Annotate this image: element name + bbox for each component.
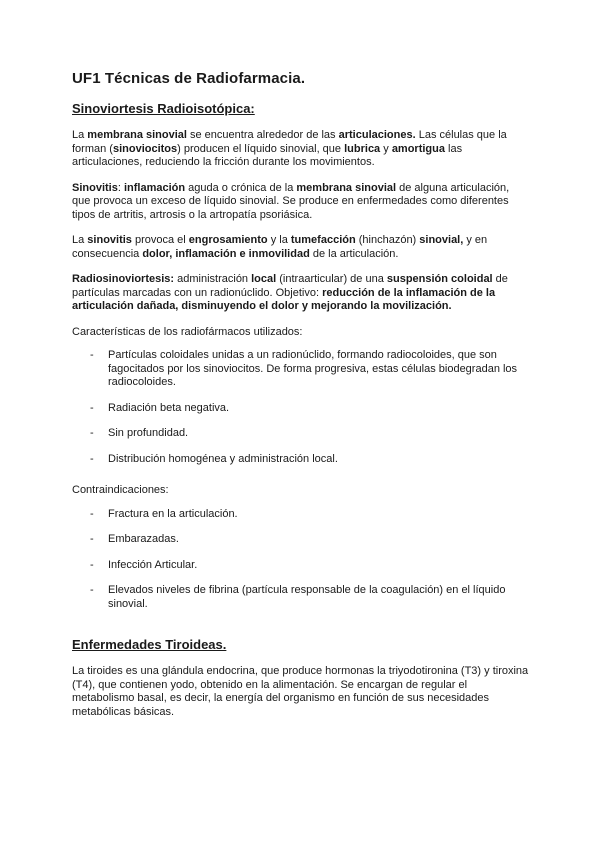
dash-marker: - bbox=[90, 558, 94, 571]
list-item bbox=[72, 402, 530, 416]
bold-term: lubrica bbox=[344, 142, 381, 155]
list-item bbox=[72, 533, 530, 547]
dash-marker: - bbox=[90, 584, 94, 596]
contraindications-caption: Contraindicaciones: bbox=[72, 484, 169, 496]
text-run: ) producen el líquido sinovial, que bbox=[177, 142, 345, 155]
list-item bbox=[72, 559, 530, 573]
dash-marker: - bbox=[90, 401, 94, 414]
list-item-text: Elevados niveles de fibrina (partícula responsable de la coagulación) en el líquido sinovial. bbox=[108, 584, 506, 610]
text-run: las articulaciones, reduciendo la fricción durante los movimientos. bbox=[72, 142, 463, 168]
bold-term: suspensión coloidal bbox=[386, 273, 493, 285]
list-item-text: Sin profundidad. bbox=[108, 427, 189, 439]
bold-term: membrana sinovial bbox=[296, 181, 397, 194]
list-item bbox=[72, 349, 530, 390]
text-run: (intraarticular) de una bbox=[276, 273, 387, 285]
text-run: aguda o crónica de la bbox=[185, 181, 297, 194]
paragraph-sinovitis bbox=[72, 182, 530, 223]
text-run: de la articulación. bbox=[309, 247, 399, 260]
text-run: administración bbox=[174, 273, 252, 285]
list-item-text: Infección Articular. bbox=[108, 558, 198, 571]
contraindications-list bbox=[72, 508, 530, 612]
paragraph-tiroides: La tiroides es una glándula endocrina, que produce hormonas la triyodotironina (T3) y tiroxina (T4), que contienen yodo, obtenido en la alimentación. Se encargan de regular el metabolismo basal, es decir, la energía del organismo en función de sus necesidades metabólicas básicas. bbox=[72, 665, 529, 718]
list-item bbox=[72, 453, 530, 467]
bold-term: amortigua bbox=[391, 142, 445, 155]
bold-term: Sinovitis bbox=[72, 181, 118, 194]
paragraph-membrana-sinovial bbox=[72, 129, 530, 170]
section-heading-sinoviortesis: Sinoviortesis Radioisotópica: bbox=[72, 101, 255, 116]
characteristics-caption: Características de los radiofármacos utilizados: bbox=[72, 325, 303, 338]
bold-term: engrosamiento bbox=[188, 234, 268, 246]
text-run: provoca el bbox=[131, 234, 189, 246]
bold-term: sinoviocitos bbox=[112, 142, 178, 155]
text-run: y en consecuencia bbox=[72, 234, 488, 260]
bold-term: local bbox=[251, 273, 277, 285]
text-run: y bbox=[380, 142, 392, 155]
text-run: Las células que la forman ( bbox=[72, 129, 507, 155]
paragraph-sinovitis-efectos bbox=[72, 234, 530, 261]
section-heading-enfermedades-tiroideas: Enfermedades Tiroideas. bbox=[72, 637, 227, 652]
list-item-text: Embarazadas. bbox=[108, 533, 179, 545]
dash-marker: - bbox=[90, 427, 94, 439]
text-run: La bbox=[72, 234, 88, 246]
list-item bbox=[72, 427, 530, 441]
list-item-text: Distribución homogénea y administración local. bbox=[108, 452, 338, 465]
bold-term: dolor, inflamación e inmovilidad bbox=[142, 247, 310, 260]
dash-marker: - bbox=[90, 507, 94, 520]
bold-term: inflamación bbox=[123, 181, 186, 194]
bold-term: sinovial, bbox=[419, 234, 464, 246]
text-run: de alguna articulación, que provoca un exceso de líquido sinovial. Se produce en enfermedades como diferentes tipos de artritis, artrosis o la artropatía psoriásica. bbox=[72, 181, 510, 221]
list-item bbox=[72, 584, 530, 611]
paragraph-radiosinoviortesis bbox=[72, 273, 530, 314]
text-run: La bbox=[72, 129, 88, 141]
list-item-text: Partículas coloidales unidas a un radionúclido, formando radiocoloides, que son fagocitados por los sinoviocitos. De forma progresiva, estas células biodegradan los radiocoloides. bbox=[108, 349, 518, 388]
document-title: UF1 Técnicas de Radiofarmacia. bbox=[72, 70, 306, 87]
list-item-text: Fractura en la articulación. bbox=[108, 507, 238, 520]
dash-marker: - bbox=[90, 533, 94, 545]
bold-term: reducción de la inflamación de la articulación dañada, disminuyendo el dolor y mejorando la movilización. bbox=[72, 286, 496, 312]
bold-term: membrana sinovial bbox=[87, 129, 187, 141]
bold-term: articulaciones. bbox=[338, 129, 416, 141]
list-item bbox=[72, 508, 530, 522]
dash-marker: - bbox=[90, 349, 94, 361]
text-run: (hinchazón) bbox=[355, 234, 420, 246]
text-run: y la bbox=[267, 234, 291, 246]
text-run: de partículas marcadas con un radionúclido. Objetivo: bbox=[72, 273, 508, 299]
bold-term: sinovitis bbox=[87, 234, 132, 246]
bold-term: tumefacción bbox=[290, 234, 356, 246]
text-run: : bbox=[117, 181, 124, 194]
text-run: se encuentra alrededor de las bbox=[186, 129, 339, 141]
dash-marker: - bbox=[90, 452, 94, 465]
list-item-text: Radiación beta negativa. bbox=[108, 401, 230, 414]
characteristics-list bbox=[72, 349, 530, 466]
bold-term: Radiosinoviortesis: bbox=[72, 273, 175, 285]
